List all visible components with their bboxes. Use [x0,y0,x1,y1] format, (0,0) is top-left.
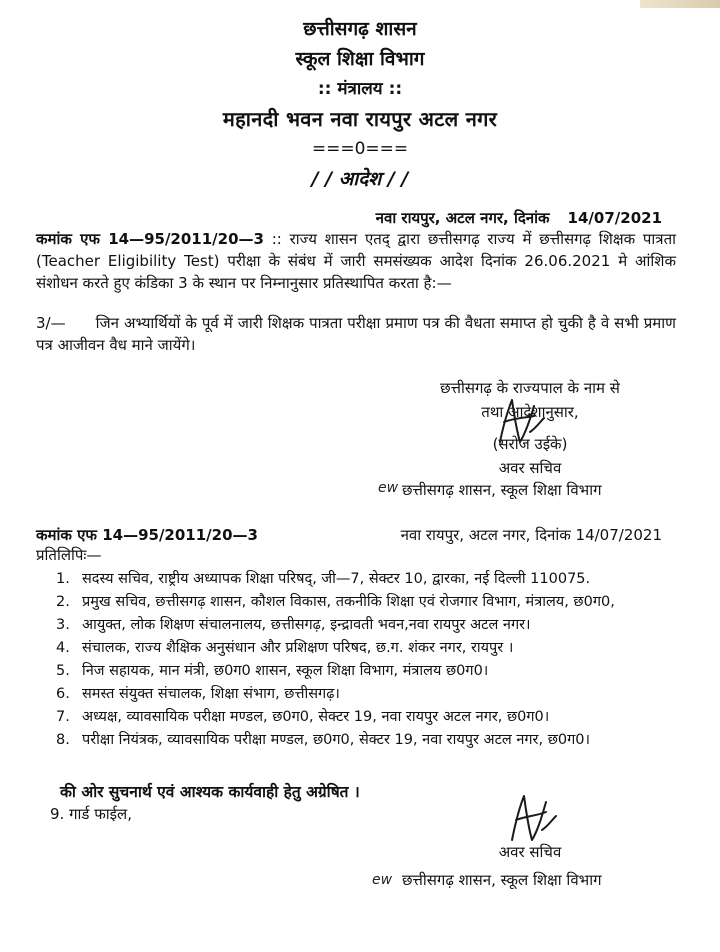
clause-text: जिन अभ्यार्थियों के पूर्व में जारी शिक्षक पात्रता परीक्षा प्रमाण पत्र की वैधता समाप्त हो चुकी है वे सभी प्रमाण पत्र आजीवन वैध माने जायेंगे। [36,314,676,354]
list-item: 8. परीक्षा नियंत्रक, व्यावसायिक परीक्षा मण्डल, छ0ग0, सेक्टर 19, नवा रायपुर अटल नगर, छ0ग0। [56,732,590,748]
order-date: 14/07/2021 [567,209,662,227]
order-ref-number: कमांक एफ 14—95/2011/20—3 [36,230,264,248]
list-item: 7. अध्यक्ष, व्यावसायिक परीक्षा मण्डल, छ0ग0, सेक्टर 19, नवा रायपुर अटल नगर, छ0ग0। [56,709,550,725]
forwarding-note: की ओर सुचनार्थ एवं आश्यक कार्यवाही हेतु अग्रेषित । [60,783,360,801]
paper-edge-scrap [640,0,720,8]
clause-number: 3/— [36,314,66,332]
order-paragraph-text: :: राज्य शासन एतद् द्वारा छत्तीसगढ़ राज्य में छत्तीसगढ़ शिक्षक पात्रता (Teacher Eligibility Test) परीक्षा के संबंध में जारी समसंख्यक आदेश दिनांक 26.06.2021 मे आंशिक संशोधन करते हुए कंडिका 3 के स्थान पर निम्नानुसार प्रतिस्थापित करता है:— [36,230,677,292]
signature-block-2 [380,840,680,864]
signatory-designation-2: अवर सचिव [498,843,562,861]
clause-3 [36,312,676,356]
govt-name: छत्तीसगढ़ शासन [303,18,417,40]
copy-place-date: नवा रायपुर, अटल नगर, दिनांक 14/07/2021 [400,526,662,544]
ministry-label: :: मंत्रालय :: [317,79,403,99]
copy-header [36,525,676,545]
copy-recipient-list [56,568,680,752]
copy-ref-number: कमांक एफ 14—95/2011/20—3 [36,526,258,544]
list-item: 6. समस्त संयुक्त संचालक, शिक्षा संभाग, छत्तीसगढ़। [56,686,340,702]
separator-mark: ===0=== [311,139,409,159]
department-name: स्कूल शिक्षा विभाग [295,48,425,70]
copy-to-label: प्रतिलिपिः— [36,546,102,564]
order-place: नवा रायपुर, अटल नगर, दिनांक [375,209,550,227]
order-paragraph [36,228,676,294]
order-place-date [376,208,662,228]
list-item: 4. संचालक, राज्य शैक्षिक अनुसंधान और प्रशिक्षण परिषद, छ.ग. शंकर नगर, रायपुर । [56,640,514,656]
list-item: 1. सदस्य सचिव, राष्ट्रीय अध्यापक शिक्षा परिषद्, जी—7, सेक्टर 10, द्वारका, नई दिल्ली 110075. [56,571,591,587]
list-item: 2. प्रमुख सचिव, छत्तीसगढ़ शासन, कौशल विकास, तकनीकि शिक्षा एवं रोजगार विभाग, मंत्रालय, छ0ग0, [56,594,615,610]
handwritten-signature-1 [490,392,550,454]
signatory-department-1: छत्तीसगढ़ शासन, स्कूल शिक्षा विभाग [402,481,602,499]
by-order-line: तथा आदेशानुसार, [481,403,579,421]
list-item: 5. निज सहायक, मान मंत्री, छ0ग0 शासन, स्कूल शिक्षा विभाग, मंत्रालय छ0ग0। [56,663,489,679]
initials-mark-1: ew [378,480,399,496]
signatory-name: (सरोज उईके) [492,435,568,453]
signatory-department-2: छत्तीसगढ़ शासन, स्कूल शिक्षा विभाग [402,871,602,889]
list-item: 3. आयुक्त, लोक शिक्षण संचालनालय, छत्तीसगढ़, इन्द्रावती भवन,नवा रायपुर अटल नगर। [56,617,531,633]
initials-mark-2: ew [372,872,393,888]
order-title: / / आदेश / / [311,168,409,190]
governor-line: छत्तीसगढ़ के राज्यपाल के नाम से [440,379,620,397]
signatory-designation: अवर सचिव [498,459,562,477]
guard-file-item: 9. गार्ड फाईल, [50,805,132,823]
letterhead [0,14,720,194]
office-address: महानदी भवन नवा रायपुर अटल नगर [222,107,498,131]
